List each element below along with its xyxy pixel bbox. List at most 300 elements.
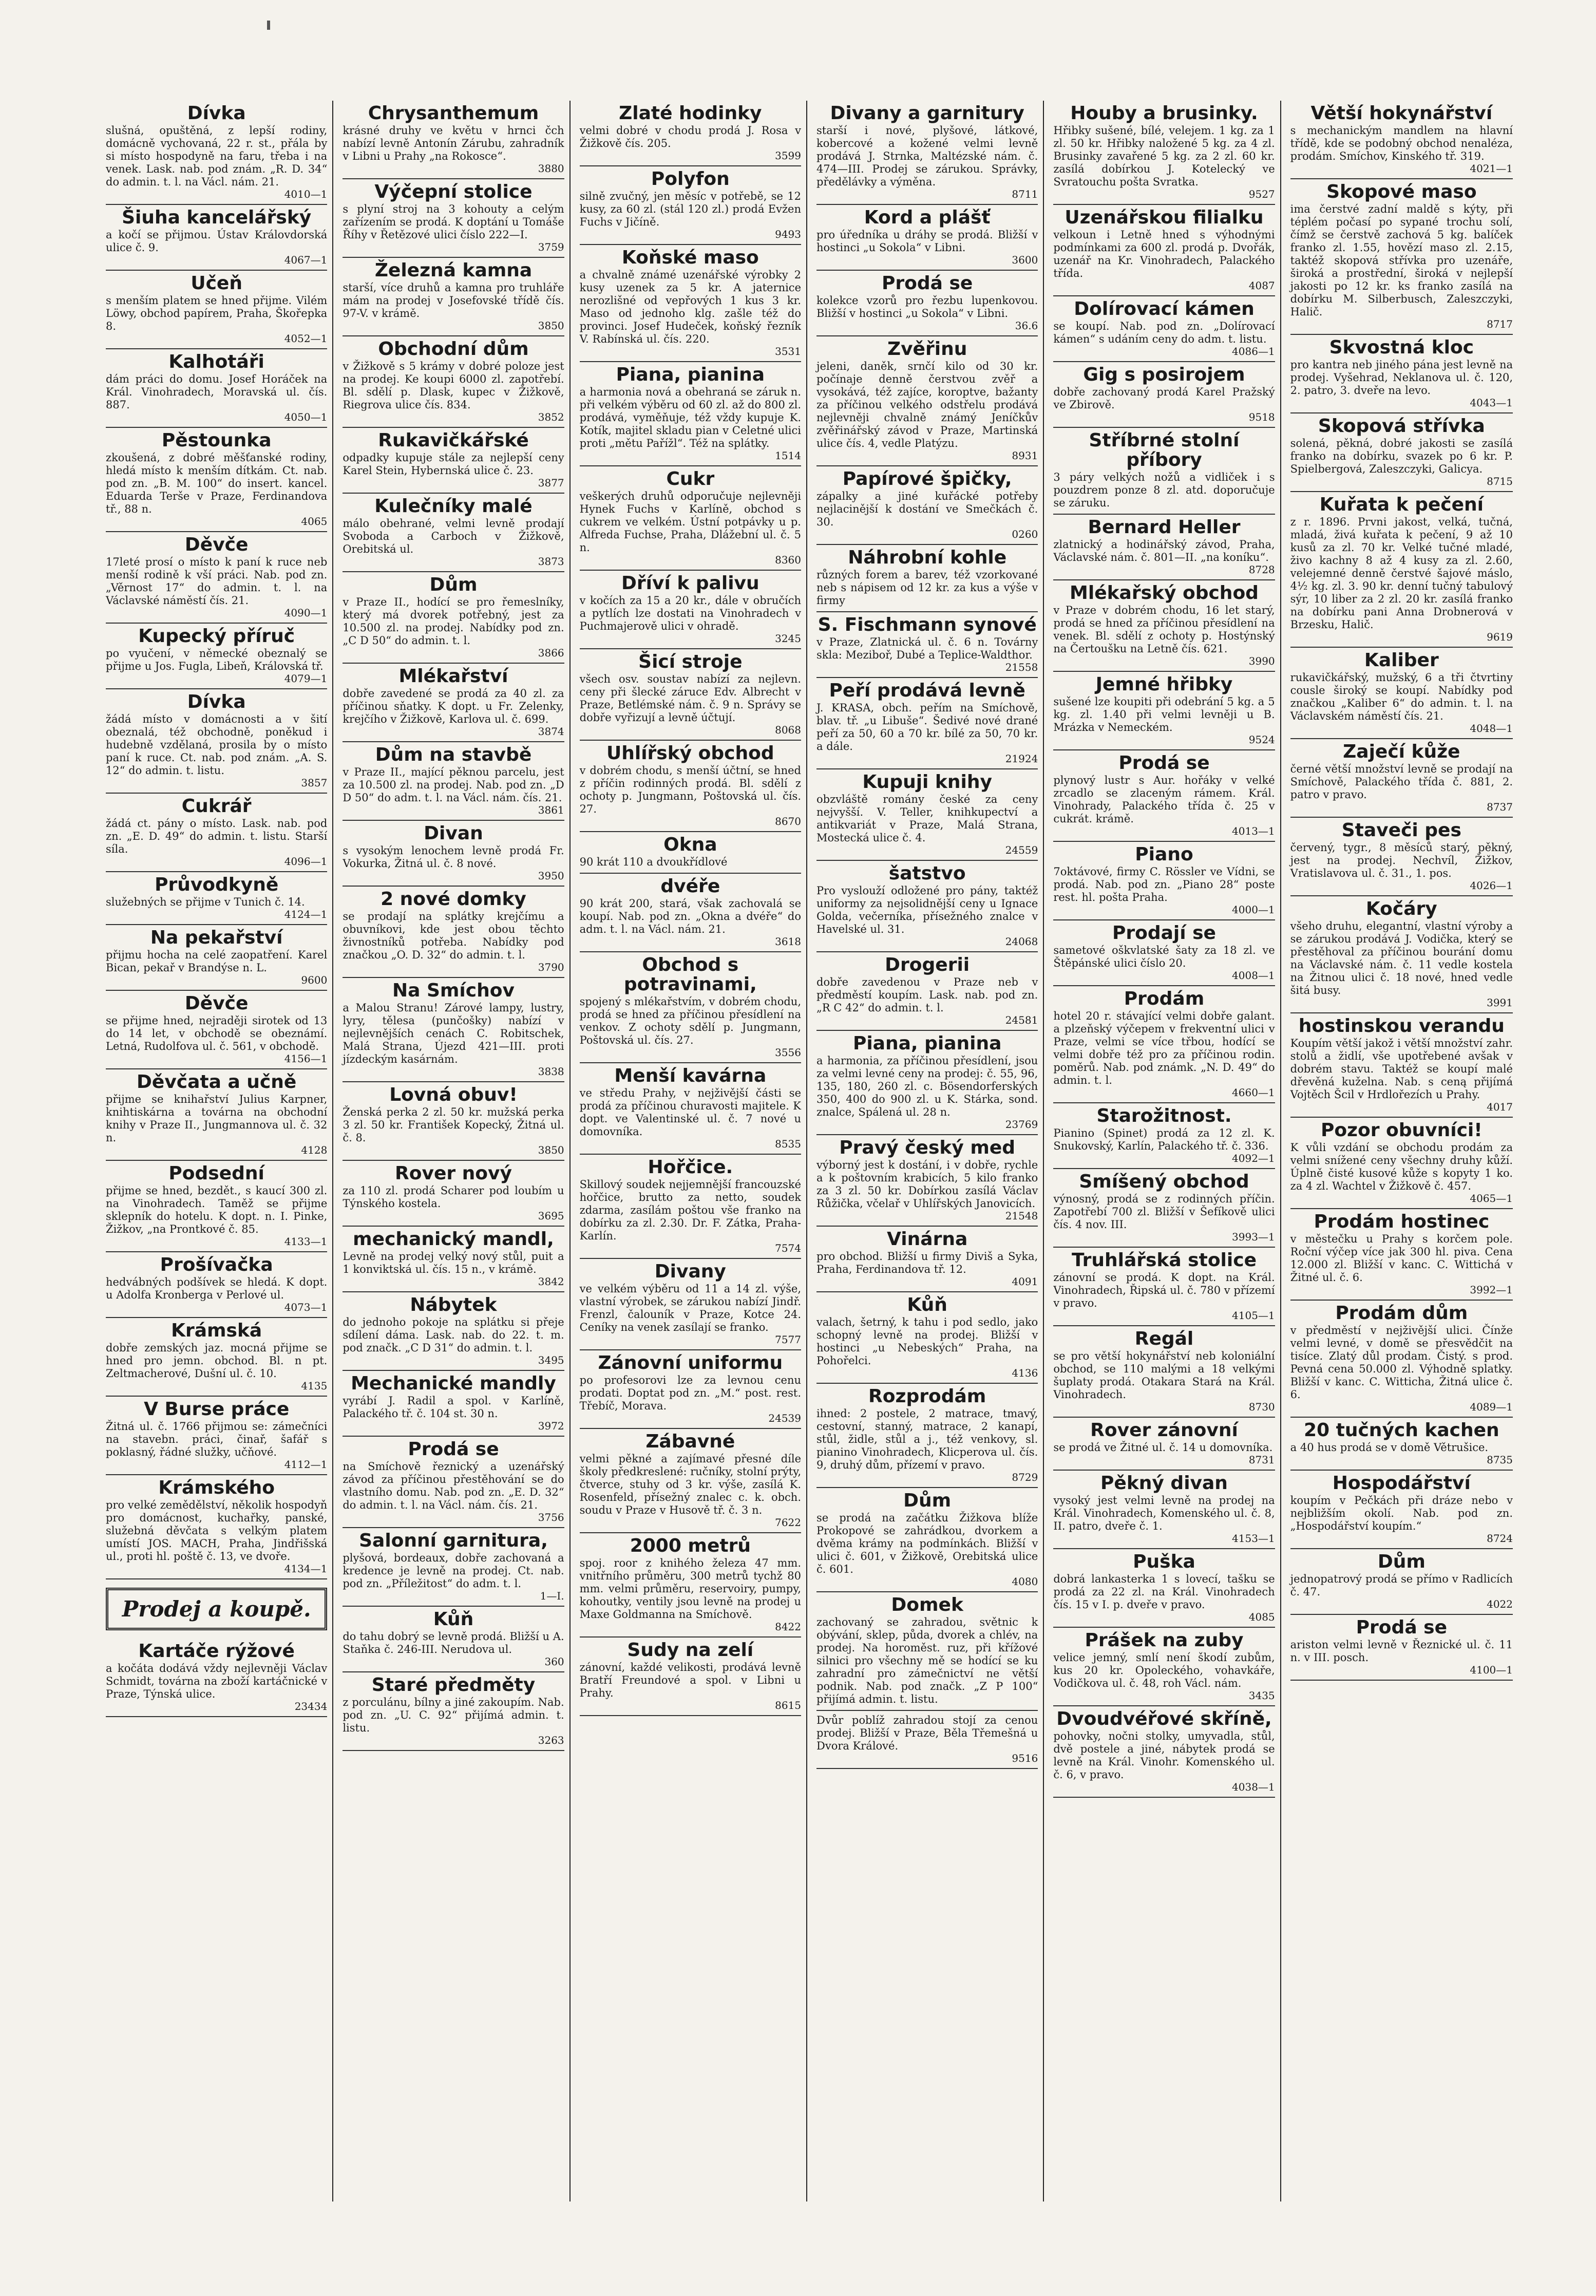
ad-reference-number: 3556 — [775, 1046, 801, 1059]
ad-title: Šicí stroje — [638, 651, 743, 672]
ad-title: Prodá se — [408, 1439, 499, 1460]
ad-reference-number: 3759 — [538, 241, 564, 253]
classified-ad — [1053, 1169, 1275, 1248]
classified-ad — [1053, 750, 1275, 842]
ad-title: Divany a garnitury — [830, 103, 1024, 124]
ad-reference-number: 8724 — [1487, 1532, 1513, 1545]
ad-reference-number: 3850 — [538, 319, 564, 332]
ad-title: Kůň — [433, 1609, 474, 1630]
ad-reference-number: 3842 — [538, 1275, 564, 1288]
classified-ad — [580, 832, 801, 874]
classified-ad — [1290, 335, 1513, 413]
ad-title: Zánovní uniformu — [598, 1352, 783, 1373]
ad-title: Prodá se — [1356, 1617, 1447, 1638]
classified-ad — [343, 1161, 564, 1227]
classified-ad — [1053, 580, 1275, 672]
classified-ad — [106, 689, 327, 794]
classified-ad — [343, 978, 564, 1082]
ad-reference-number: 9493 — [775, 228, 801, 240]
ad-body: do tahu dobrý se levně prodá. Bližší u A. Staňka č. 246-III. Nerudova ul. — [343, 1630, 564, 1655]
ad-reference-number: 3245 — [775, 632, 801, 645]
classified-ad — [106, 872, 327, 925]
ad-reference-number: 4086—1 — [1232, 345, 1275, 357]
ad-reference-number: 4065—1 — [1470, 1192, 1513, 1205]
ad-body: s menším platem se hned přijme. Vilém Löwy, obchod papírem, Praha, Škořepka 8. — [106, 294, 328, 332]
classified-ad — [816, 1031, 1038, 1135]
ad-body: pro kantra neb jiného pána jest levně na prodej. Vyšehrad, Neklanova ul. č. 120, 2. patro, 3. dveře na levo. — [1290, 359, 1513, 397]
ad-reference-number: 3877 — [538, 477, 564, 489]
ad-reference-number: 8670 — [775, 815, 801, 827]
ad-title: Prodají se — [1112, 923, 1216, 944]
ad-body: Hřibky sušené, bílé, velejem. 1 kg. za 1 zl. 50 kr. Hřibky naložené 5 kg. za 4 zl. Brusinky zavařené 5 kg. za 2 zl. 60 kr. zasílá dobírkou J. Kotelecký ve Svratouchu pošta Svratka. — [1053, 124, 1275, 188]
classified-ad — [1053, 1628, 1275, 1706]
ad-reference-number: 4043—1 — [1470, 397, 1513, 409]
ad-body: jednopatrový prodá se přímo v Radlicích č. 47. — [1290, 1573, 1513, 1598]
ad-body: s mechanickým mandlem na hlavní třídě, kde se podobný obchod nenaléza, prodám. Smíchov, Kinského tř. 319. — [1290, 124, 1513, 162]
ad-body: Pianino (Spinet) prodá za 12 zl. K. Snukovský, Karlín, Palackého tř. č. 336. — [1053, 1127, 1275, 1152]
classified-ad — [343, 1437, 564, 1528]
ad-body: s vysokým lenochem levně prodá Fr. Vokurka, Žitná ul. č. 8 nové. — [343, 844, 564, 870]
classified-ad — [343, 887, 564, 978]
ad-reference-number: 4096—1 — [284, 855, 328, 868]
ad-title: Pozor obuvníci! — [1320, 1120, 1483, 1141]
classified-ad — [816, 1384, 1038, 1488]
ad-title: Lovná obuv! — [389, 1084, 518, 1105]
ad-title: Uhlířský obchod — [606, 743, 774, 764]
classified-ad — [343, 494, 564, 572]
ad-reference-number: 3880 — [538, 162, 564, 175]
ad-title: Sudy na zelí — [627, 1640, 754, 1661]
ad-reference-number: 24068 — [1005, 935, 1038, 948]
ad-body: zápalky a jiné kuřácké potřeby nejlacinější k dostání ve Smečkách č. 30. — [816, 490, 1038, 528]
ad-reference-number: 8717 — [1487, 318, 1513, 330]
ad-reference-number: 4134—1 — [284, 1563, 328, 1575]
ad-reference-number: 9527 — [1248, 188, 1275, 200]
ad-body: dobrá lankasterka 1 s lovecí, tašku se prodá za 22 zl. na Král. Vinohradech čís. 15 v I. p. dveře v pravo. — [1053, 1573, 1275, 1611]
ad-title: Děvče — [184, 993, 249, 1014]
ad-reference-number: 3599 — [775, 149, 801, 162]
ad-reference-number: 4089—1 — [1470, 1401, 1513, 1413]
classified-ad — [106, 925, 327, 991]
ad-reference-number: 4092—1 — [1232, 1152, 1275, 1164]
ad-reference-number: 8535 — [775, 1138, 801, 1150]
ad-reference-number: 8068 — [775, 724, 801, 736]
ad-title: Staré předměty — [371, 1674, 536, 1696]
ad-reference-number: 4124—1 — [284, 908, 328, 920]
ad-reference-number: 8731 — [1248, 1454, 1275, 1466]
ad-body: v Praze, Zlatnická ul. č. 6 n. Továrny skla: Meziboř, Dubé a Teplice-Waldthor. — [816, 636, 1038, 661]
classified-ad — [106, 101, 327, 205]
classified-ad — [106, 428, 327, 532]
ad-body: červený, tygr., 8 měsíců starý, pěkný, jest na prodej. Nechvíl, Žižkov, Vratislavova ul. č. 31., 1. pos. — [1290, 841, 1513, 879]
ad-body: velice jemný, smlí není škodí zubům, kus 20 kr. Opoleckého, vohavkáře, Vodičkova ul. č. 48, roh Václ. nám. — [1053, 1651, 1275, 1689]
ad-body: sametové oškvlatské šaty za 18 zl. ve Štěpánské ulici číslo 20. — [1053, 944, 1275, 969]
classified-ad — [816, 466, 1038, 545]
ad-body: valach, šetrný, k tahu i pod sedlo, jako schopný levně na prodej. Bližší v hostinci „u Nebeských“ Praha, na Pohořelci. — [816, 1316, 1038, 1367]
ad-title: Mechanické mandly — [351, 1373, 556, 1394]
classified-ad — [1053, 205, 1275, 296]
ad-title: Mlékařství — [398, 666, 508, 687]
ad-title: Výčepní stolice — [374, 181, 533, 202]
ad-body: 90 krát 200, stará, však zachovalá se koupí. Nab. pod zn. „Okna a dvéře“ do adm. t. l. na Václ. nám. 21. — [579, 897, 801, 935]
ad-body: velkoun i Letně hned s výhodnými podmínkami za 600 zl. prodá p. Dvořák, uzenář na Kr. Vinohradech, Palackého třída. — [1053, 229, 1275, 279]
ad-body: s plyní stroj na 3 kohouty a celým zařízením se prodá. K doptání u Tomáše Říhy v Řetězové ulici číslo 222—I. — [343, 203, 564, 241]
classified-ad — [1053, 101, 1275, 205]
classified-ad — [1053, 362, 1275, 428]
ad-reference-number: 3852 — [538, 411, 564, 423]
ad-body: do jednoho pokoje na splátku si přeje sdílení dáma. Lask. nab. do 22. t. m. pod značk. „C D 31“ do admin. t. l. — [343, 1316, 564, 1354]
ad-title: dvéře — [660, 876, 720, 897]
ad-body: na Smíchově řeznický a uzenářský závod za příčinou přestěhování se do vlastního domu. Nab. pod zn. „E. D. 32“ do admin. t. l. na Václ. nám. čís. 21. — [343, 1460, 564, 1511]
ad-body: ihned: 2 postele, 2 matrace, tmavý, cestovní, stanný, matrace, 2 kanapí, stůl, židle, stůl a j., též venkovy, sl. pianino Vinohradech, Klicperova ul. čís. 9, druhý dům, přízemí v pravo. — [816, 1407, 1038, 1471]
ad-body: 90 krát 110 a dvoukřídlové — [579, 856, 728, 868]
ad-title: Okna — [663, 834, 717, 855]
ad-title: Gig s posirojem — [1083, 364, 1245, 385]
ad-reference-number: 3695 — [538, 1210, 564, 1222]
ad-body: J. KRASA, obch. peřím na Smíchově, blav. tř. „u Libuše“. Šedivé nové drané peří za 50, 60 a 70 kr. bílé za 50, 70 kr. a dále. — [816, 702, 1038, 752]
classified-ad — [343, 258, 564, 336]
classified-ad — [580, 466, 801, 571]
classified-ad — [1053, 672, 1275, 750]
ad-body: Pro vyslouží odložené pro pány, taktéž uniformy za nejsolidnější ceny u Ignace Golda, večerníka, přísežného znalce v Havelské ul. 31. — [816, 884, 1038, 935]
ad-title: Prášek na zuby — [1085, 1630, 1244, 1651]
classified-ad — [1290, 1549, 1513, 1615]
ad-title: Houby a brusinky. — [1070, 103, 1258, 124]
ad-body: se prodají na splátky krejčímu a obuvníkovi, kde jest obou těchto živnostníků potřeba. Nabídky pod značkou „O. D. 32“ do admin. t. l. — [343, 910, 564, 961]
ad-body: Skillový soudek nejjemnější francouzské hořčice, brutto za netto, soudek zdarma, zasílám poštou vše franko na dobírku za zl. 2.30. Dr. F. Zátka, Praha-Karlín. — [579, 1178, 801, 1242]
classified-ad — [106, 349, 327, 428]
ad-reference-number: 36.6 — [1015, 319, 1038, 332]
ad-title: Menší kavárna — [614, 1065, 767, 1086]
ad-title: Skvostná kloc — [1329, 337, 1474, 358]
ad-body: a chvalně známé uzenářské výrobky 2 kusy uzenek za 5 kr. A jaternice nerozlišné od vepřových 1 kus 3 kr. Maso od jednoho klg. zašle též do provinci. Josef Hudeček, koňský řezník V. Rabínská ul. čís. 220. — [579, 269, 801, 345]
ad-body: 17leté prosí o místo k paní k ruce neb menší rodině k vší práci. Nab. pod zn. „Věrnost 17“ do admin. t. l. na Václavské náměstí čís. 21. — [106, 556, 328, 607]
ad-reference-number: 4090—1 — [284, 607, 328, 619]
ad-reference-number: 8737 — [1487, 801, 1513, 813]
ad-reference-number: 4021—1 — [1470, 162, 1513, 175]
ad-title: V Burse práce — [144, 1399, 290, 1420]
classified-ad — [1053, 296, 1275, 362]
classified-ad — [816, 336, 1038, 466]
ad-reference-number: 24559 — [1005, 844, 1038, 856]
classified-ad — [1290, 101, 1513, 179]
ad-title: Kord a plášť — [864, 207, 991, 228]
ad-title: Drogerii — [885, 954, 970, 975]
classified-ad — [1053, 1549, 1275, 1628]
ad-body: spojený s mlékařstvím, v dobrém chodu, prodá se hned za příčinou přesídlení na venkov. Z ochoty sdělí p. Jungmann, Poštovská ul. čís. 27. — [579, 995, 801, 1046]
classified-ad — [106, 532, 327, 624]
ad-title: Prošívačka — [160, 1254, 273, 1275]
ad-reference-number: 4013—1 — [1232, 825, 1275, 837]
ad-body: zlatnický a hodinářský závod, Praha, Václavské nám. č. 801—II. „na koníku“. — [1053, 538, 1275, 563]
ad-title: Kuřata k pečení — [1319, 494, 1484, 515]
ad-body: přijmu hocha na celé zaopatření. Karel Bican, pekař v Brandýse n. L. — [106, 949, 328, 974]
ad-body: zánovní se prodá. K dopt. na Král. Vinohradech, Řipská ul. č. 780 v přízemí v pravo. — [1053, 1271, 1275, 1309]
ad-body: spoj. roor z knihého železa 47 mm. vnitřního průměru, 300 metrů tychž 80 mm. velmi průměru, reservoiry, pumpy, kohoutky, ventily jsou levně na prodej u Maxe Goldmanna na Smíchově. — [579, 1557, 801, 1621]
ad-body: obzvláště romány české za ceny nejvyšší. V. Teller, knihkupectví a antikvariát v Praze, Malá Strana, Mostecká ulice č. 4. — [816, 793, 1038, 844]
ad-reference-number: 21924 — [1005, 752, 1038, 765]
classified-ad — [343, 572, 564, 664]
ad-title: Náhrobní kohle — [848, 547, 1007, 568]
classified-ad — [1053, 1418, 1275, 1471]
ad-body: v kočích za 15 a 20 kr., dále v obručích a pytlích lze dostati na Vinohradech v Puchmajerově ulici v ohradě. — [579, 594, 801, 632]
ad-reference-number: 3263 — [538, 1734, 564, 1746]
ad-reference-number: 3861 — [538, 804, 564, 816]
ad-body: plynový lustr s Aur. hořáky v velké zrcadlo se zlaceným rámem. Král. Vinohrady, Palackého třída č. 25 v cukrát. krámě. — [1053, 774, 1275, 825]
ad-title: Krámského — [158, 1477, 275, 1498]
classified-ad — [106, 1318, 327, 1397]
section-banner: Prodej a koupě. — [106, 1588, 327, 1630]
classified-ad — [816, 612, 1038, 678]
ad-title: Koňské maso — [621, 247, 759, 268]
ad-title: Dříví k palivu — [621, 573, 759, 594]
ad-reference-number: 3435 — [1248, 1689, 1275, 1702]
classified-ad — [816, 101, 1038, 205]
classified-ad — [816, 678, 1038, 769]
ad-title: Chrysanthemum — [368, 103, 539, 124]
classified-ad — [1290, 1418, 1513, 1471]
ad-title: Stříbrné stolní příbory — [1089, 430, 1240, 471]
ad-title: Kulečníky malé — [374, 496, 533, 517]
ad-body: v dobrém chodu, s menší účtní, se hned z příčin rodinných prodá. Bl. sdělí z ochoty p. Jungmann, Poštovská ul. čís. 27. — [579, 764, 801, 815]
classified-ad — [1290, 1471, 1513, 1549]
ad-body: jeleni, daněk, srnčí kilo od 30 kr. počínaje denně čerstvou zvěř a vysokává, též zajíce, koroptve, bažanty za příčinou velkého odstřelu prodává nejlevněji chvalně známý Jeníčkův zvěřinářský závod v Praze, Martinská ulice čís. 4, vedle Platýzu. — [816, 360, 1038, 449]
ad-body: v Žižkově s 5 krámy v dobré poloze jest na prodej. Ke koupi 6000 zl. zapotřebí. Bl. sdělí p. Dlask, kupec v Žižkově, Riegrova ulice čís. 834. — [343, 360, 564, 411]
ad-title: Truhlářská stolice — [1071, 1250, 1257, 1271]
classified-ad — [343, 1227, 564, 1292]
classified-ad — [106, 1069, 327, 1161]
ad-body: silně zvučný, jen měsíc v potřebě, se 12 kusy, za 60 zl. (stál 120 zl.) prodá Evžen Fuchs v Jičíně. — [579, 190, 801, 228]
ad-body: přijme se hned, bezdět., s kaucí 300 zl. na Vinohradech. Taměž se přijme sklepník do hotelu. K dopt. n. I. Pinke, Žižkov, „na Prontkové č. 85. — [106, 1184, 328, 1235]
ad-reference-number: 9619 — [1487, 631, 1513, 643]
classified-ad — [106, 1639, 327, 1717]
ad-body: Levně na prodej velký nový stůl, puit a 1 konviktská ul. čís. 15 n., v krámě. — [343, 1250, 564, 1275]
ad-title: Dům na stavbě — [375, 744, 532, 765]
ad-reference-number: 4079—1 — [284, 672, 328, 685]
ad-reference-number: 0260 — [1012, 528, 1038, 540]
classified-ad — [816, 952, 1038, 1031]
ad-body: všeho druhu, elegantní, vlastní výroby a se zárukou prodává J. Vodička, který se přestěhoval za příčinou bourání domu na Václavské nám. č. 11 vedle kostela na Žitnou ulici č. 18 nové, hned vedle šitá busy. — [1290, 920, 1513, 996]
classified-ad — [343, 821, 564, 887]
ad-body: kolekce vzorů pro řezbu lupenkovou. Bližší v hostinci „u Sokola“ v Libni. — [816, 294, 1038, 319]
ad-title: Kupecký příruč — [138, 626, 295, 647]
ad-body: sušené lze koupiti při odebrání 5 kg. a 5 kg. zl. 1.40 při velmi levněji u B. Mrázka v Nemeckém. — [1053, 695, 1275, 733]
ad-reference-number: 3618 — [775, 935, 801, 948]
classified-ad — [580, 1638, 801, 1716]
ad-reference-number: 360 — [544, 1655, 564, 1668]
ad-reference-number: 3991 — [1487, 996, 1513, 1009]
ad-body: zánovní, každé velikosti, prodává levně Bratří Freundové a spol. v Libni u Prahy. — [579, 1661, 801, 1699]
ad-body: pro obchod. Bližší u firmy Diviš a Syka, Praha, Ferdinandova tř. 12. — [816, 1250, 1038, 1275]
ad-body: Dvůr poblíž zahradou stojí za cenou prodej. Bližší v Praze, Běla Třemešná u Dvora Králové. — [816, 1714, 1038, 1752]
classified-ad — [1053, 515, 1275, 580]
classified-ad — [106, 271, 327, 349]
ad-title: Učeň — [191, 273, 242, 294]
ad-column-5 — [1048, 101, 1281, 2201]
classified-ad — [1053, 842, 1275, 920]
ad-column-6 — [1285, 101, 1518, 2201]
classified-ad — [343, 179, 564, 258]
ad-title: Dolírovací kámen — [1074, 298, 1255, 319]
ad-body: zkoušená, z dobré měšťanské rodiny, hledá místo k menším dítkám. Ct. nab. pod zn. „B. M. 100“ do insert. kancel. Eduarda Terše v Praze, Ferdinandova tř., 88 n. — [106, 451, 328, 515]
ad-body: pro úředníka u dráhy se prodá. Bližší v hostinci „u Sokola“ v Libni. — [816, 229, 1038, 254]
classified-ad — [1053, 428, 1275, 515]
ad-body: málo obehrané, velmi levně prodají Svoboda a Carboch v Žižkově, Orebitská ul. — [343, 517, 564, 555]
classified-ad — [343, 664, 564, 742]
ad-body: odpadky kupuje stále za nejlepší ceny Karel Stein, Hybernská ulice č. 23. — [343, 451, 564, 477]
ad-reference-number: 3990 — [1248, 655, 1275, 667]
ad-reference-number: 3790 — [538, 961, 564, 973]
ad-reference-number: 4038—1 — [1232, 1781, 1275, 1793]
ad-title: mechanický mandl, — [353, 1229, 554, 1250]
ad-body: rukavičkářský, mužský, 6 a tři čtvrtiny cousle široký se koupí. Nabídky pod značkou „Kaliber 6“ do admin. t. l. na Václavském náměstí čís. 21. — [1290, 671, 1513, 722]
ad-title: Staveči pes — [1341, 820, 1461, 841]
ad-title: Zaječí kůže — [1343, 741, 1460, 762]
ad-title: Zlaté hodinky — [619, 103, 762, 124]
ad-reference-number: 3756 — [538, 1511, 564, 1523]
classified-ad — [580, 1063, 801, 1155]
classified-ad — [343, 742, 564, 821]
ad-reference-number: 8931 — [1012, 449, 1038, 462]
ad-body: žádá místo v domácnosti a v šití obeznalá, též obchodně, poněkud i hudebně vzdělaná, prosila by o místo paní k ruce. Ct. nab. pod znám. „A. S. 12“ do admin. t. listu. — [106, 713, 328, 777]
classified-ad — [816, 861, 1038, 952]
ad-reference-number: 8728 — [1248, 563, 1275, 576]
ad-title: Domek — [891, 1594, 963, 1615]
ad-reference-number: 3873 — [538, 555, 564, 568]
ad-title: Divany — [654, 1261, 726, 1282]
ad-body: ve středu Prahy, v nejživější části se prodá za příčinou churavosti majitele. K dopt. ve Valentinské ul. č. 7 nové u domovníka. — [579, 1087, 801, 1138]
ad-reference-number: 1—I. — [540, 1590, 564, 1602]
ad-title: Průvodkyně — [155, 874, 279, 895]
classified-ad — [1053, 1248, 1275, 1326]
ad-title: Větší hokynářství — [1310, 103, 1493, 124]
classified-ad — [1290, 739, 1513, 818]
classified-ad — [106, 1397, 327, 1475]
ad-reference-number: 7577 — [775, 1333, 801, 1346]
ad-title: Skopové maso — [1326, 181, 1477, 202]
ad-reference-number: 8360 — [775, 554, 801, 566]
ad-reference-number: 3838 — [538, 1065, 564, 1078]
ad-body: se koupí. Nab. pod zn. „Dolírovací kámen“ s udáním ceny do adm. t. listu. — [1053, 320, 1275, 345]
ad-reference-number: 4048—1 — [1470, 722, 1513, 735]
ad-reference-number: 21548 — [1005, 1210, 1038, 1222]
ad-title: S. Fischmann synové — [818, 614, 1037, 635]
ad-title: Starožitnost. — [1096, 1105, 1232, 1126]
ad-reference-number: 23769 — [1005, 1118, 1038, 1131]
ad-reference-number: 4022 — [1487, 1598, 1513, 1610]
ad-body: se prodá ve Žitné ul. č. 14 u domovníka. — [1053, 1441, 1273, 1454]
ad-body: v Praze II., hodící se pro řemeslníky, který má dvorek potřebný, jest za 10.500 zl. na prodej. Nabídky pod zn. „C D 50“ do admin. t. l. — [343, 596, 564, 647]
ad-title: Kočáry — [1365, 898, 1437, 919]
classified-ad — [343, 1371, 564, 1437]
ad-title: Nábytek — [410, 1294, 497, 1315]
ad-body: 3 páry velkých nožů a vidliček i s pouzdrem ponze 8 zl. atd. doporučuje se záruku. — [1053, 471, 1275, 509]
ad-body: výborný jest k dostání, i v dobře, rychle a k poštovním krabicích, 5 kilo franko za 3 zl. 50 kr. Dobírkou zasílá Václav Růžička, včelař v Uhlířských Janovicích. — [816, 1159, 1038, 1210]
ad-title: Prodá se — [1118, 752, 1210, 774]
ad-title: Regál — [1134, 1328, 1194, 1349]
ad-title: Prodá se — [882, 273, 973, 294]
ad-body: dám práci do domu. Josef Horáček na Král. Vinohradech, Moravská ul. čís. 887. — [106, 373, 328, 411]
ad-reference-number: 9524 — [1248, 733, 1275, 746]
ad-title: Piana, pianina — [852, 1033, 1002, 1054]
ad-title: Na Smíchov — [392, 980, 515, 1001]
ad-title: Kupuji knihy — [862, 771, 992, 793]
classified-ad — [1290, 1013, 1513, 1118]
classified-ad — [580, 245, 801, 362]
ad-title: Obchod s potravinami, — [623, 954, 757, 995]
ad-title: Hospodářství — [1332, 1473, 1471, 1494]
classified-ad — [580, 1155, 801, 1259]
ad-title: Děvče — [184, 534, 249, 555]
ad-body: dobře zavedenou v Praze neb v předměstí koupím. Lask. nab. pod zn. „R C 42“ do admin. t. l. — [816, 976, 1038, 1014]
ad-title: Uzenářskou filialku — [1065, 207, 1264, 228]
ad-body: 7oktávové, firmy C. Rössler ve Vídni, se prodá. Nab. pod zn. „Piano 28“ poste rest. hl. pošta Praha. — [1053, 865, 1275, 904]
ad-reference-number: 7574 — [775, 1242, 801, 1254]
classified-ad — [1053, 1103, 1275, 1169]
ad-column-4 — [811, 101, 1044, 2201]
ad-title: 2000 metrů — [630, 1535, 751, 1556]
classified-ad — [106, 1252, 327, 1318]
ad-reference-number: 4065 — [301, 515, 328, 528]
ad-body: ve velkém výběru od 11 a 14 zl. výše, vlastní výrobek, se zárukou nabízí Jindř. Frenzl, čalouník v Praze, Kotce 24. Ceníky na venek zasílají se franko. — [579, 1283, 801, 1333]
ad-reference-number: 8730 — [1248, 1401, 1275, 1413]
ad-reference-number: 3857 — [301, 777, 328, 789]
classified-ad — [1290, 179, 1513, 335]
ad-title: Obchodní dům — [378, 338, 529, 360]
ad-title: Kaliber — [1364, 650, 1439, 671]
ad-body: ariston velmi levně v Řeznické ul. č. 11 n. v III. posch. — [1290, 1639, 1513, 1664]
ad-body: krásné druhy ve květu v hrnci čch nabízí levně Antonín Zárubu, zahradník v Libni u Prahy „na Rokosce“. — [343, 124, 564, 162]
ad-title: Prodám hostinec — [1314, 1211, 1490, 1232]
classified-ad — [816, 1227, 1038, 1292]
classified-ad — [343, 428, 564, 494]
ad-title: šatstvo — [888, 863, 966, 884]
ad-reference-number: 4660—1 — [1232, 1086, 1275, 1099]
ad-body: Žitná ul. č. 1766 přijmou se: zámečníci na stavebn. práci, činař, šafář s poklasný, řádné služky, učňové. — [106, 1420, 328, 1458]
ad-reference-number: 4153—1 — [1232, 1532, 1275, 1545]
classified-ad — [106, 1475, 327, 1579]
ad-body: v Praze II., mající pěknou parcelu, jest za 10.500 zl. na prodej. Nab. pod zn. „D D 50“ do adm. t. l. na Václ. nám. čís. 21. — [343, 766, 564, 804]
ad-body: se pro větší hokynářství neb koloniální obchod, se 110 malými a 18 velkými šuplaty prodá. Otakara Stará na Král. Vinohradech. — [1053, 1350, 1275, 1401]
classified-ad — [106, 205, 327, 271]
newspaper-page — [101, 101, 1518, 2201]
classified-ad — [816, 271, 1038, 336]
ad-body: plyšová, bordeaux, dobře zachovaná a kredence je levně na prodej. Ct. nab. pod zn. „Příležitost“ do adm. t. l. — [343, 1552, 564, 1590]
classified-ad — [580, 571, 801, 649]
ad-reference-number: 4133—1 — [284, 1235, 328, 1248]
ad-reference-number: 24581 — [1005, 1014, 1038, 1026]
ad-reference-number: 4050—1 — [284, 411, 328, 423]
ad-title: Dvoudvéřové skříně, — [1056, 1708, 1272, 1729]
classified-ad — [1290, 896, 1513, 1013]
ad-reference-number: 4026—1 — [1470, 879, 1513, 892]
ad-body: velmi dobré v chodu prodá J. Rosa v Žižkově čís. 205. — [579, 124, 801, 149]
ad-title: Šiuha kancelářský — [122, 207, 312, 228]
ad-title: Rozprodám — [868, 1386, 986, 1407]
ad-title: Pěstounka — [161, 430, 272, 451]
classified-ad — [580, 1259, 801, 1350]
ad-reference-number: 4087 — [1248, 279, 1275, 292]
print-mark — [267, 21, 270, 30]
ad-column-2 — [337, 101, 570, 2201]
classified-ad — [580, 1350, 801, 1429]
ad-title: Cukrář — [181, 796, 252, 817]
ad-title: Salonní garnitura, — [359, 1530, 548, 1551]
ad-reference-number: 23434 — [294, 1700, 328, 1712]
classified-ad — [580, 1533, 801, 1638]
ad-reference-number: 9600 — [301, 974, 328, 986]
classified-ad — [816, 205, 1038, 271]
